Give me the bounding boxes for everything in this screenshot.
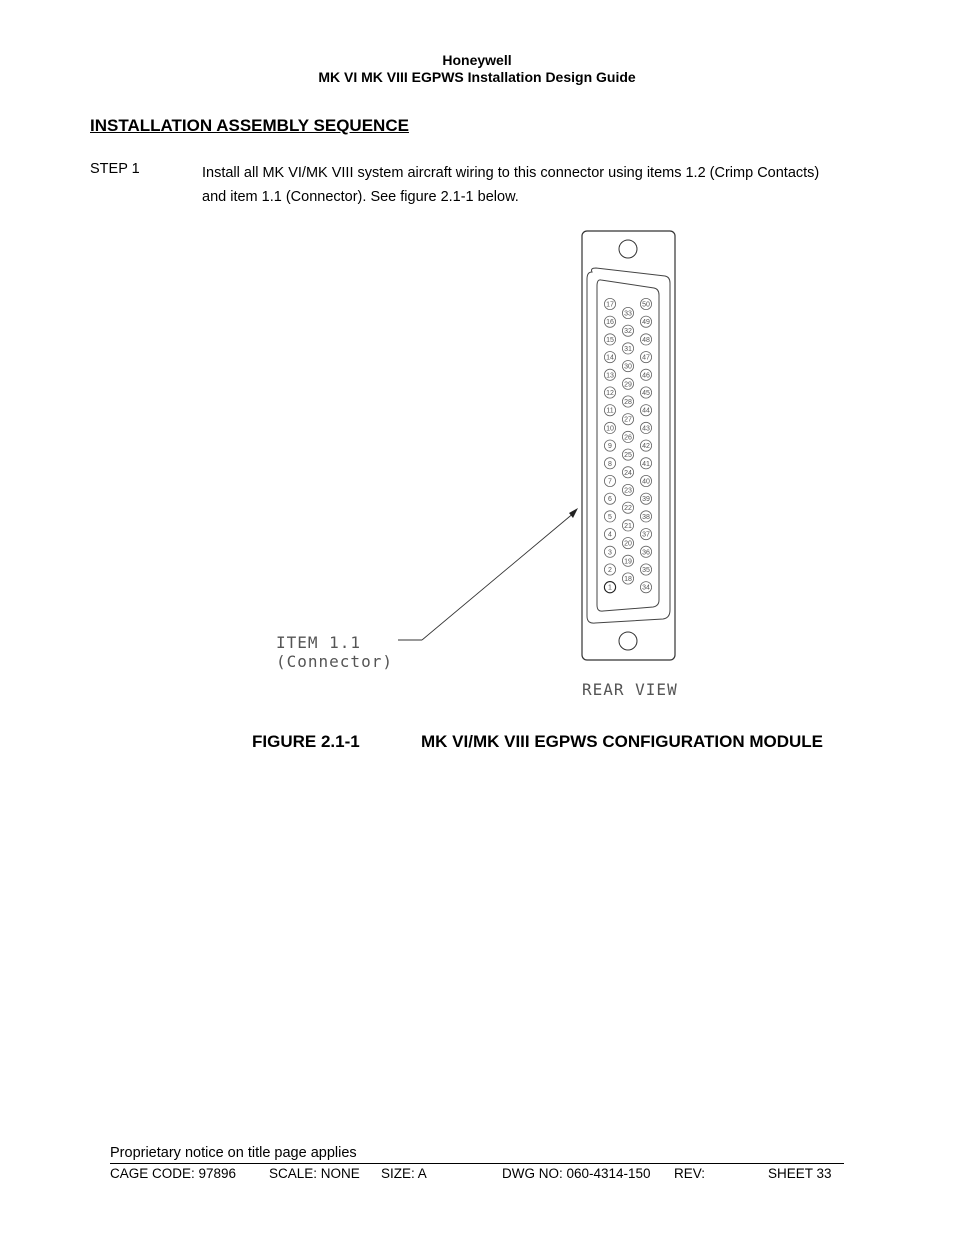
pin-18-label: 18 <box>624 576 632 583</box>
pin-32-label: 32 <box>624 328 632 336</box>
pin-43-label: 43 <box>642 425 650 433</box>
mounting-hole-bottom <box>619 632 637 650</box>
pin-22-label: 22 <box>624 505 632 513</box>
pin-42-label: 42 <box>642 443 650 451</box>
pin-46-label: 46 <box>642 372 650 380</box>
pin-column-left <box>604 298 615 592</box>
pin-9-label: 9 <box>608 443 612 451</box>
scale: SCALE: NONE <box>269 1166 360 1181</box>
figure-number: FIGURE 2.1-1 <box>252 732 360 751</box>
pin-27-label: 27 <box>624 416 632 424</box>
connector-shell <box>582 231 675 660</box>
pin-10-label: 10 <box>606 425 614 433</box>
callout-leader-diagonal <box>422 512 575 640</box>
pin-50-label: 50 <box>642 301 650 309</box>
pin-37-label: 37 <box>642 531 650 539</box>
pin-49-label: 49 <box>642 319 650 327</box>
pin-11-label: 11 <box>606 407 614 415</box>
pin-5-label: 5 <box>608 513 612 521</box>
pin-16-label: 16 <box>606 319 614 327</box>
pin-44-label: 44 <box>642 407 650 415</box>
section-heading: INSTALLATION ASSEMBLY SEQUENCE <box>90 116 409 135</box>
pin-45-label: 45 <box>642 390 650 397</box>
pin-6-label: 6 <box>608 496 612 504</box>
step-label: STEP 1 <box>90 161 140 177</box>
callout-item-label: ITEM 1.1 <box>276 633 362 652</box>
pin-1-label: 1 <box>608 584 612 592</box>
pin-40-label: 40 <box>642 478 650 486</box>
pin-35-label: 35 <box>642 567 650 574</box>
pin-24-label: 24 <box>624 469 632 477</box>
sheet: SHEET 33 <box>768 1166 832 1181</box>
pin-4-label: 4 <box>608 531 612 539</box>
pin-47-label: 47 <box>642 354 650 362</box>
pin-26-label: 26 <box>624 434 632 442</box>
pin-8-label: 8 <box>608 460 612 468</box>
dwg-no: DWG NO: 060-4314-150 <box>502 1166 651 1181</box>
pin-7-label: 7 <box>608 478 612 486</box>
pin-17-label: 17 <box>606 301 614 309</box>
pin-28-label: 28 <box>624 399 632 406</box>
footer-rule <box>110 1163 844 1164</box>
size: SIZE: A <box>381 1166 427 1181</box>
cage-code: CAGE CODE: 97896 <box>110 1166 237 1181</box>
pin-38-label: 38 <box>642 513 650 521</box>
callout-arrowhead <box>569 508 578 518</box>
pin-14-label: 14 <box>606 354 614 362</box>
pin-34-label: 34 <box>642 584 650 592</box>
callout-item-desc: (Connector) <box>276 652 393 671</box>
pin-column-middle <box>622 307 633 584</box>
pin-21-label: 21 <box>624 522 632 530</box>
pin-15-label: 15 <box>606 336 614 344</box>
pin-20-label: 20 <box>624 540 632 548</box>
pin-2-label: 2 <box>608 567 612 574</box>
connector-d-outline-outer <box>587 268 670 623</box>
pin-12-label: 12 <box>606 390 614 397</box>
mounting-hole-top <box>619 240 637 258</box>
pin-48-label: 48 <box>642 336 650 344</box>
pin-column-right <box>640 298 651 592</box>
pin-31-label: 31 <box>624 345 632 353</box>
pin-30-label: 30 <box>624 363 632 371</box>
pin-13-label: 13 <box>606 372 614 380</box>
figure-title: MK VI/MK VIII EGPWS CONFIGURATION MODULE <box>421 732 824 751</box>
pin-19-label: 19 <box>624 558 632 566</box>
pin-25-label: 25 <box>624 452 632 460</box>
pin-33-label: 33 <box>624 310 632 318</box>
step-text: Install all MK VI/MK VIII system aircraft wiring to this connector using items 1.2 (Crimp Contacts) and item 1.1 (Connector). See figure 2.1-1 below. <box>202 165 820 205</box>
pin-41-label: 41 <box>642 460 650 468</box>
pin-36-label: 36 <box>642 549 650 557</box>
pin-23-label: 23 <box>624 487 632 495</box>
rear-view-label: REAR VIEW <box>582 680 678 699</box>
proprietary-notice: Proprietary notice on title page applies <box>110 1145 357 1161</box>
header-title: MK VI MK VIII EGPWS Installation Design Guide <box>318 69 636 85</box>
header-company: Honeywell <box>442 52 512 68</box>
pin-3-label: 3 <box>608 549 612 557</box>
pin-39-label: 39 <box>642 496 650 504</box>
rev: REV: <box>674 1166 706 1181</box>
pin-29-label: 29 <box>624 381 632 389</box>
